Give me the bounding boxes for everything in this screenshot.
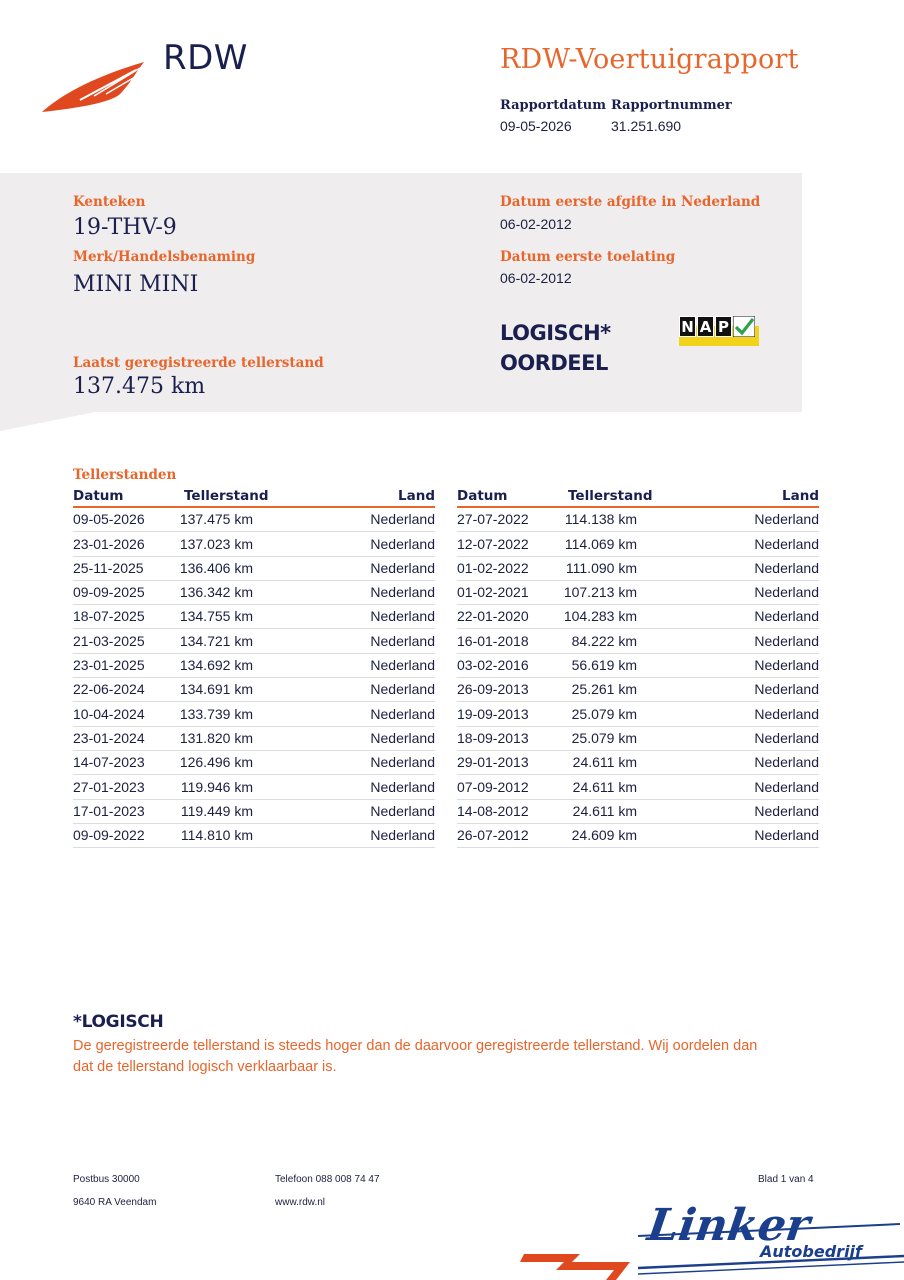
footer-web-link[interactable]: www.rdw.nl [275, 1197, 326, 1208]
reading-date: 17-01-2023 [73, 802, 145, 819]
reading-km: 133.739 km [179, 705, 253, 722]
reading-country: Nederland [754, 584, 819, 601]
reading-country: Nederland [754, 705, 819, 722]
footer-phone: Telefoon 088 008 74 47 [275, 1174, 380, 1185]
reading-date: 10-04-2024 [73, 705, 145, 722]
reading-country: Nederland [754, 729, 819, 746]
footer-address-2: 9640 RA Veendam [73, 1197, 157, 1208]
verdict-line-2: OORDEEL [500, 351, 608, 375]
reading-date: 18-09-2013 [457, 729, 529, 746]
table-row [73, 702, 435, 726]
table-row [457, 605, 819, 629]
reading-km: 104.283 km [563, 608, 637, 625]
reading-date: 29-01-2013 [457, 754, 529, 771]
reading-country: Nederland [370, 754, 435, 771]
table-row [457, 678, 819, 702]
nap-letter-p: P [715, 316, 732, 337]
reading-country: Nederland [754, 657, 819, 674]
reading-km: 134.721 km [179, 632, 253, 649]
table-row [73, 727, 435, 751]
table-header [73, 487, 435, 508]
reading-country: Nederland [370, 778, 435, 795]
reading-km: 119.946 km [180, 778, 253, 795]
table-row [73, 775, 435, 799]
report-date-label: Rapportdatum [500, 98, 606, 113]
table-row [73, 557, 435, 581]
table-row [457, 629, 819, 653]
reading-date: 23-01-2026 [73, 535, 145, 552]
table-row [73, 581, 435, 605]
reading-country: Nederland [754, 559, 819, 576]
page-indicator: Blad 1 van 4 [758, 1174, 814, 1185]
reading-country: Nederland [370, 729, 435, 746]
report-date: 09-05-2026 [500, 118, 572, 134]
reading-date: 07-09-2012 [457, 778, 529, 795]
reading-country: Nederland [754, 608, 819, 625]
reading-country: Nederland [370, 632, 435, 649]
reading-date: 22-01-2020 [457, 608, 529, 625]
first-admission-date: 06-02-2012 [500, 270, 572, 286]
reading-country: Nederland [754, 632, 819, 649]
reading-km: 131.820 km [179, 729, 253, 746]
reading-date: 27-01-2023 [73, 778, 145, 795]
reading-country: Nederland [754, 802, 819, 819]
header-date: Datum [457, 488, 508, 504]
reading-date: 23-01-2025 [73, 657, 145, 674]
reading-km: 114.810 km [180, 827, 253, 844]
first-nl-date: 06-02-2012 [500, 216, 572, 232]
reading-km: 111.090 km [565, 559, 637, 576]
reading-km: 24.611 km [572, 802, 637, 819]
table-row [457, 508, 819, 532]
reading-date: 21-03-2025 [73, 632, 145, 649]
report-number: 31.251.690 [611, 118, 682, 134]
table-row [457, 775, 819, 799]
dealer-subtitle: Autobedrijf [760, 1242, 862, 1261]
footnote-text: De geregistreerde tellerstand is steeds hoger dan de daarvoor geregistreerde tellerstand. Wij oordelen dan dat de tellerstand logisch verklaarbaar is. [73, 1038, 758, 1075]
reading-km: 114.138 km [564, 511, 637, 528]
reading-km: 24.611 km [572, 754, 637, 771]
checkmark-icon [733, 316, 755, 337]
odometer-value: 137.475 km [73, 374, 206, 399]
reading-country: Nederland [754, 827, 819, 844]
reading-km: 107.213 km [563, 584, 637, 601]
make-name: MINI MINI [73, 272, 199, 297]
nap-badge [679, 316, 759, 346]
reading-date: 14-07-2023 [73, 754, 145, 771]
reading-date: 14-08-2012 [457, 802, 529, 819]
reading-date: 18-07-2025 [73, 608, 145, 625]
header-country: Land [782, 488, 819, 504]
table-row [457, 751, 819, 775]
dealer-stamp [520, 1196, 904, 1280]
table-row [73, 532, 435, 556]
reading-country: Nederland [754, 754, 819, 771]
header-km: Tellerstand [184, 488, 269, 504]
header-km: Tellerstand [568, 488, 653, 504]
reading-km: 134.691 km [179, 681, 253, 698]
reading-date: 26-07-2012 [457, 827, 529, 844]
rdw-logo-icon [40, 56, 150, 116]
first-admission-label: Datum eerste toelating [500, 249, 676, 265]
table-row [457, 532, 819, 556]
make-label: Merk/Handelsbenaming [73, 249, 256, 265]
table-header [457, 487, 819, 508]
table-row [457, 557, 819, 581]
table-row [457, 800, 819, 824]
reading-country: Nederland [370, 681, 435, 698]
reading-country: Nederland [370, 827, 435, 844]
reading-country: Nederland [754, 681, 819, 698]
reading-date: 12-07-2022 [457, 535, 529, 552]
reading-km: 126.496 km [179, 754, 253, 771]
table-row [457, 824, 819, 848]
nap-letter-a: A [697, 316, 714, 337]
reading-date: 16-01-2018 [457, 632, 529, 649]
table-row [73, 800, 435, 824]
reading-country: Nederland [370, 584, 435, 601]
reading-km: 134.755 km [179, 608, 253, 625]
table-row [457, 727, 819, 751]
reading-km: 134.692 km [179, 657, 253, 674]
reading-km: 137.023 km [179, 535, 253, 552]
readings-table-right [457, 487, 819, 848]
table-row [73, 678, 435, 702]
reading-country: Nederland [370, 705, 435, 722]
report-number-label: Rapportnummer [611, 98, 732, 113]
reading-date: 09-09-2022 [73, 827, 145, 844]
reading-km: 119.449 km [180, 802, 253, 819]
first-nl-label: Datum eerste afgifte in Nederland [500, 194, 761, 210]
reading-km: 25.079 km [571, 705, 637, 722]
reading-date: 19-09-2013 [457, 705, 529, 722]
reading-date: 09-09-2025 [73, 584, 145, 601]
panel-tab-decoration [0, 411, 100, 431]
reading-km: 137.475 km [179, 511, 253, 528]
table-row [457, 654, 819, 678]
reading-date: 22-06-2024 [73, 681, 145, 698]
odometer-label: Laatst geregistreerde tellerstand [73, 355, 324, 371]
header-country: Land [398, 488, 435, 504]
reading-date: 27-07-2022 [457, 511, 529, 528]
reading-km: 24.611 km [572, 778, 637, 795]
reading-km: 114.069 km [564, 535, 637, 552]
reading-country: Nederland [370, 657, 435, 674]
reading-date: 01-02-2022 [457, 559, 529, 576]
header-date: Datum [73, 488, 124, 504]
table-row [73, 824, 435, 848]
license-plate: 19-THV-9 [73, 215, 177, 240]
table-row [73, 605, 435, 629]
plate-label: Kenteken [73, 194, 146, 210]
reading-km: 136.406 km [179, 559, 253, 576]
table-row [457, 702, 819, 726]
reading-country: Nederland [370, 559, 435, 576]
table-row [73, 751, 435, 775]
nap-letter-n: N [679, 316, 696, 337]
reading-km: 56.619 km [571, 657, 637, 674]
reading-km: 84.222 km [571, 632, 637, 649]
reading-country: Nederland [754, 778, 819, 795]
reading-km: 25.079 km [571, 729, 637, 746]
reading-date: 25-11-2025 [73, 559, 144, 576]
readings-title: Tellerstanden [73, 467, 177, 483]
reading-date: 03-02-2016 [457, 657, 529, 674]
reading-country: Nederland [754, 535, 819, 552]
brand-name: RDW [163, 38, 248, 78]
reading-km: 136.342 km [179, 584, 253, 601]
footer-address-1: Postbus 30000 [73, 1174, 140, 1185]
reading-country: Nederland [370, 511, 435, 528]
reading-km: 25.261 km [571, 681, 637, 698]
report-title: RDW-Voertuigrapport [500, 44, 799, 75]
dealer-name: Linker [644, 1200, 813, 1251]
table-row [457, 581, 819, 605]
reading-country: Nederland [754, 511, 819, 528]
readings-table-left [73, 487, 435, 848]
table-row [73, 654, 435, 678]
table-row [73, 629, 435, 653]
reading-km: 24.609 km [571, 827, 637, 844]
table-row [73, 508, 435, 532]
reading-date: 09-05-2026 [73, 511, 145, 528]
reading-date: 26-09-2013 [457, 681, 529, 698]
reading-date: 23-01-2024 [73, 729, 145, 746]
reading-country: Nederland [370, 535, 435, 552]
reading-country: Nederland [370, 802, 435, 819]
verdict-line-1: LOGISCH* [500, 321, 611, 345]
reading-date: 01-02-2021 [457, 584, 529, 601]
reading-country: Nederland [370, 608, 435, 625]
footnote-title: *LOGISCH [73, 1012, 164, 1032]
